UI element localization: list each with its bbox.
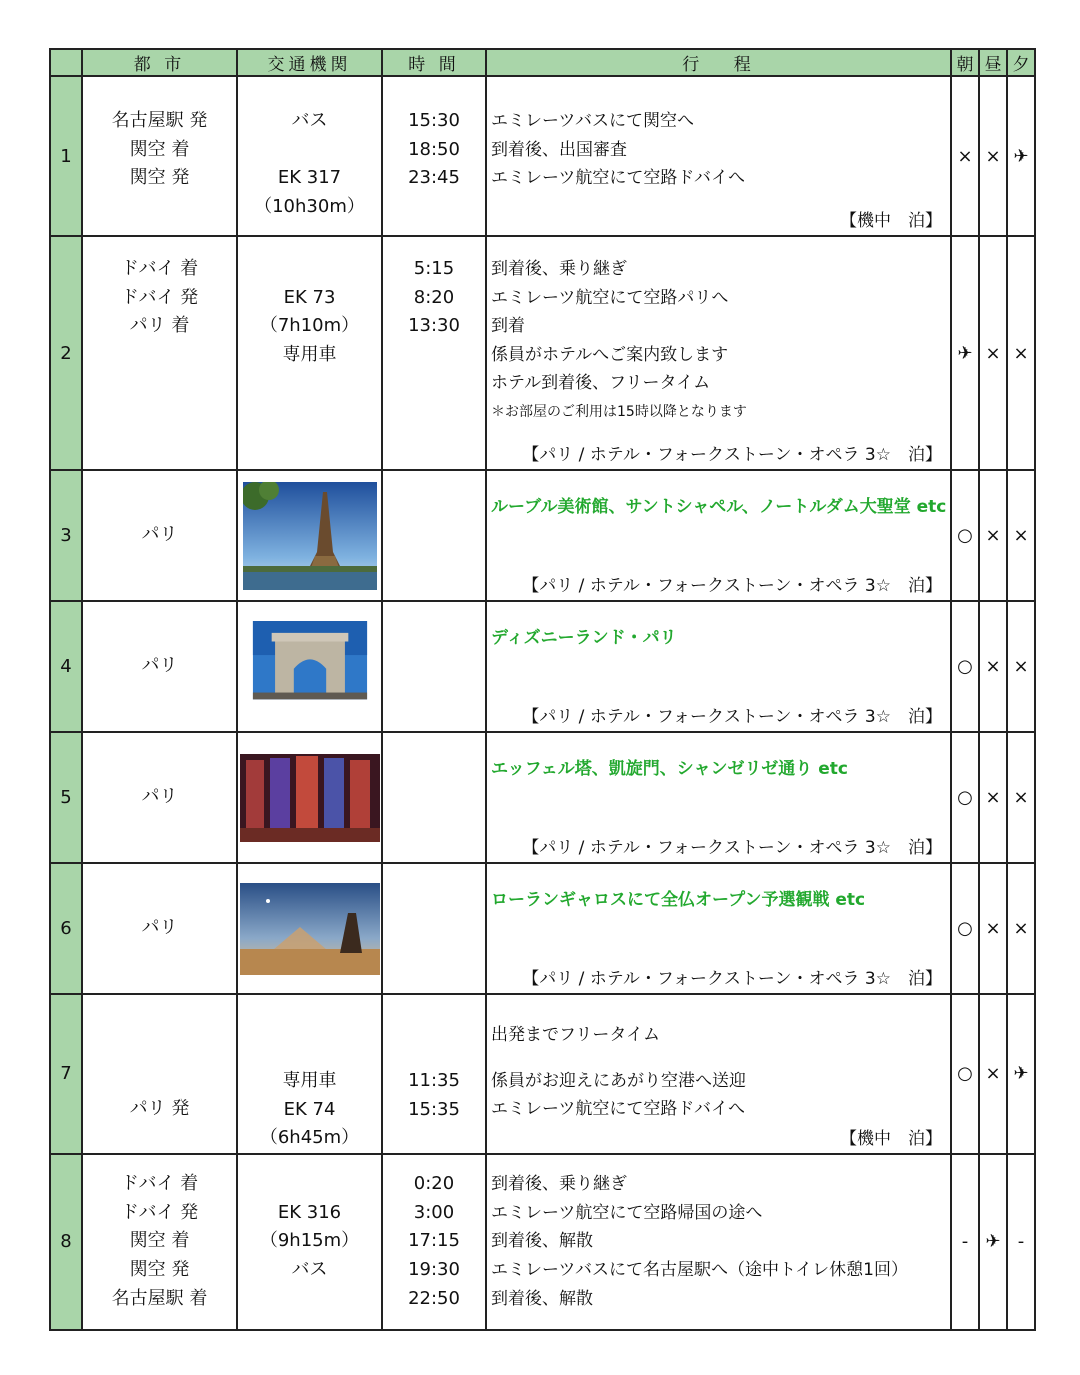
- transport-line: EK 74: [283, 1098, 336, 1120]
- meal-breakfast: ○: [951, 601, 979, 732]
- overnight-label: 【機中 泊】: [840, 1128, 942, 1149]
- time-line: 13:30: [408, 315, 460, 337]
- header-breakfast: 朝: [951, 49, 979, 76]
- transport-line: [238, 1285, 381, 1314]
- header-day: [50, 49, 82, 76]
- itinerary-line: エミレーツ航空にて空路ドバイへ: [491, 168, 745, 189]
- city-cell: パリ: [82, 470, 237, 601]
- time-cell: [382, 601, 486, 732]
- city-line: 名古屋駅 発: [111, 110, 208, 131]
- time-line: 18:50: [408, 138, 460, 160]
- meal-dinner: ×: [1007, 863, 1035, 994]
- meal-breakfast: ×: [951, 76, 979, 236]
- city-line: 関空 発: [129, 1259, 190, 1281]
- city-cell: [82, 236, 237, 470]
- meal-dinner: ×: [1007, 601, 1035, 732]
- day-row-1: [50, 76, 1035, 236]
- city-line: パリ 着: [129, 315, 190, 337]
- photo-cell: [237, 601, 382, 732]
- time-line: 23:45: [408, 167, 460, 189]
- louvre-pyramid-photo: [240, 883, 380, 975]
- header-row: [50, 49, 1035, 76]
- transport-line: [238, 1170, 381, 1199]
- photo-cell: [237, 732, 382, 863]
- day-number: 7: [50, 994, 82, 1154]
- day-number: 5: [50, 732, 82, 863]
- meal-breakfast: ○: [951, 732, 979, 863]
- transport-line: EK 317: [277, 167, 342, 189]
- city-cell: [82, 994, 237, 1154]
- city-cell: パリ: [82, 732, 237, 863]
- city-line: ドバイ 着: [120, 258, 199, 279]
- day-number: 4: [50, 601, 82, 732]
- transport-line: バス: [291, 1259, 328, 1281]
- meal-breakfast: -: [951, 1154, 979, 1330]
- itinerary-line: ホテル到着後、フリータイム: [491, 373, 711, 394]
- itinerary-cell: [486, 236, 951, 470]
- itinerary-cell: [486, 994, 951, 1154]
- meal-lunch: ✈: [979, 1154, 1007, 1330]
- itinerary-line: 出発までフリータイム: [491, 1025, 660, 1045]
- itinerary-cell: [486, 863, 951, 994]
- meal-dinner: -: [1007, 1154, 1035, 1330]
- header-itinerary: 行 程: [486, 49, 951, 76]
- meal-breakfast: ○: [951, 863, 979, 994]
- time-line: 3:00: [413, 1201, 455, 1223]
- meal-lunch: ×: [979, 732, 1007, 863]
- overnight-label: 【機中 泊】: [840, 211, 942, 231]
- sainte-chapelle-photo: [240, 754, 380, 842]
- city-line: 関空 着: [129, 1230, 190, 1252]
- time-line: 15:30: [408, 110, 460, 131]
- header-lunch: 昼: [979, 49, 1007, 76]
- day-row-3: [50, 470, 1035, 601]
- city-line: ドバイ 発: [120, 1201, 199, 1223]
- day-number: 8: [50, 1154, 82, 1330]
- day-number: 3: [50, 470, 82, 601]
- itinerary-cell: [486, 732, 951, 863]
- itinerary-line: 係員がホテルへご案内致します: [491, 344, 729, 365]
- itinerary-line: エミレーツ航空にて空路ドバイへ: [491, 1099, 745, 1120]
- time-cell: [382, 76, 486, 236]
- overnight-label: 【パリ / ホテル・フォークストーン・オペラ 3☆ 泊】: [522, 838, 942, 858]
- city-cell: [82, 1154, 237, 1330]
- time-line: 0:20: [413, 1173, 455, 1195]
- highlight-activity: エッフェル塔、凱旋門、シャンゼリゼ通り etc: [491, 759, 848, 779]
- transport-cell: [237, 994, 382, 1154]
- transport-line: 専用車: [282, 1070, 337, 1091]
- day-row-8: [50, 1154, 1035, 1330]
- day-number: 6: [50, 863, 82, 994]
- itinerary-line: エミレーツバスにて関空へ: [491, 111, 694, 131]
- highlight-activity: ローランギャロスにて全仏オープン予選観戦 etc: [491, 890, 866, 910]
- overnight-label: 【パリ / ホテル・フォークストーン・オペラ 3☆ 泊】: [522, 707, 942, 727]
- time-line: 8:20: [413, 286, 455, 308]
- transport-line: （10h30m）: [254, 195, 365, 217]
- meal-dinner: ×: [1007, 236, 1035, 470]
- meal-breakfast: ○: [951, 994, 979, 1154]
- transport-cell: [237, 76, 382, 236]
- room-note: ＊お部屋のご利用は15時以降となります: [491, 403, 747, 420]
- day-row-4: [50, 601, 1035, 732]
- eiffel-tower-photo: [243, 482, 377, 590]
- meal-lunch: ×: [979, 994, 1007, 1154]
- city-cell: パリ: [82, 601, 237, 732]
- meal-dinner: ✈: [1007, 76, 1035, 236]
- meal-lunch: ×: [979, 863, 1007, 994]
- transport-line: EK 316: [277, 1201, 342, 1223]
- itinerary-line: 到着後、乗り継ぎ: [491, 1174, 627, 1195]
- city-cell: パリ: [82, 863, 237, 994]
- day-number: 2: [50, 236, 82, 470]
- meal-breakfast: ✈: [951, 236, 979, 470]
- transport-cell: [237, 1154, 382, 1330]
- transport-line: （7h10m）: [259, 315, 360, 337]
- itinerary-line: 到着後、解散: [491, 1288, 593, 1309]
- city-line: ドバイ 発: [120, 286, 199, 308]
- meal-lunch: ×: [979, 76, 1007, 236]
- day-row-2: [50, 236, 1035, 470]
- itinerary-line: エミレーツ航空にて空路パリへ: [491, 287, 729, 308]
- time-line: 11:35: [408, 1070, 460, 1091]
- overnight-label: 【パリ / ホテル・フォークストーン・オペラ 3☆ 泊】: [522, 969, 942, 989]
- transport-cell: [237, 236, 382, 470]
- day-row-6: [50, 863, 1035, 994]
- city-line: 関空 発: [129, 167, 190, 189]
- time-line: 22:50: [408, 1287, 460, 1309]
- itinerary-line: 到着: [491, 316, 525, 337]
- itinerary-cell: [486, 1154, 951, 1330]
- meal-lunch: ×: [979, 470, 1007, 601]
- transport-line: EK 73: [283, 286, 336, 308]
- header-city: 都 市: [82, 49, 237, 76]
- itinerary-line: 到着後、出国審査: [491, 139, 627, 160]
- itinerary-table: [49, 48, 1036, 1331]
- overnight-label: 【パリ / ホテル・フォークストーン・オペラ 3☆ 泊】: [522, 576, 942, 596]
- city-line: パリ 発: [129, 1098, 190, 1119]
- meal-breakfast: ○: [951, 470, 979, 601]
- time-line: 15:35: [408, 1098, 460, 1120]
- meal-lunch: ×: [979, 601, 1007, 732]
- transport-line: （6h45m）: [259, 1127, 360, 1149]
- time-cell: [382, 470, 486, 601]
- photo-cell: [237, 470, 382, 601]
- header-dinner: 夕: [1007, 49, 1035, 76]
- transport-line: [238, 136, 381, 165]
- itinerary-cell: [486, 601, 951, 732]
- itinerary-cell: [486, 76, 951, 236]
- highlight-activity: ディズニーランド・パリ: [491, 628, 677, 648]
- meal-dinner: ✈: [1007, 994, 1035, 1154]
- overnight-label: 【パリ / ホテル・フォークストーン・オペラ 3☆ 泊】: [522, 445, 942, 465]
- time-cell: [382, 732, 486, 863]
- itinerary-line: 到着後、解散: [491, 1231, 593, 1252]
- city-line: 名古屋駅 着: [111, 1287, 208, 1309]
- time-cell: [382, 994, 486, 1154]
- city-line: 関空 着: [129, 138, 190, 160]
- transport-line: [238, 255, 381, 284]
- meal-dinner: ×: [1007, 470, 1035, 601]
- day-row-7: [50, 994, 1035, 1154]
- transport-line: （9h15m）: [259, 1230, 360, 1252]
- meal-lunch: ×: [979, 236, 1007, 470]
- photo-cell: [237, 863, 382, 994]
- transport-line: バス: [291, 110, 328, 131]
- header-time: 時 間: [382, 49, 486, 76]
- time-line: 5:15: [413, 258, 455, 279]
- city-line: ドバイ 着: [120, 1173, 199, 1195]
- day-row-5: [50, 732, 1035, 863]
- itinerary-cell: [486, 470, 951, 601]
- itinerary-line: 係員がお迎えにあがり空港へ送迎: [491, 1070, 746, 1091]
- time-cell: [382, 863, 486, 994]
- city-cell: [82, 76, 237, 236]
- arc-de-triomphe-photo: [243, 621, 377, 713]
- time-cell: [382, 236, 486, 470]
- meal-dinner: ×: [1007, 732, 1035, 863]
- header-transport: 交通機関: [237, 49, 382, 76]
- itinerary-line: エミレーツ航空にて空路帰国の途へ: [491, 1202, 763, 1223]
- itinerary-line: 到着後、乗り継ぎ: [491, 259, 627, 279]
- time-line: 19:30: [408, 1259, 460, 1281]
- day-number: 1: [50, 76, 82, 236]
- transport-line: 専用車: [282, 343, 337, 365]
- highlight-activity: ルーブル美術館、サントシャペル、ノートルダム大聖堂 etc: [491, 497, 947, 517]
- itinerary-line: エミレーツバスにて名古屋駅へ（途中トイレ休憩1回）: [491, 1260, 908, 1281]
- time-cell: [382, 1154, 486, 1330]
- time-line: 17:15: [408, 1230, 460, 1252]
